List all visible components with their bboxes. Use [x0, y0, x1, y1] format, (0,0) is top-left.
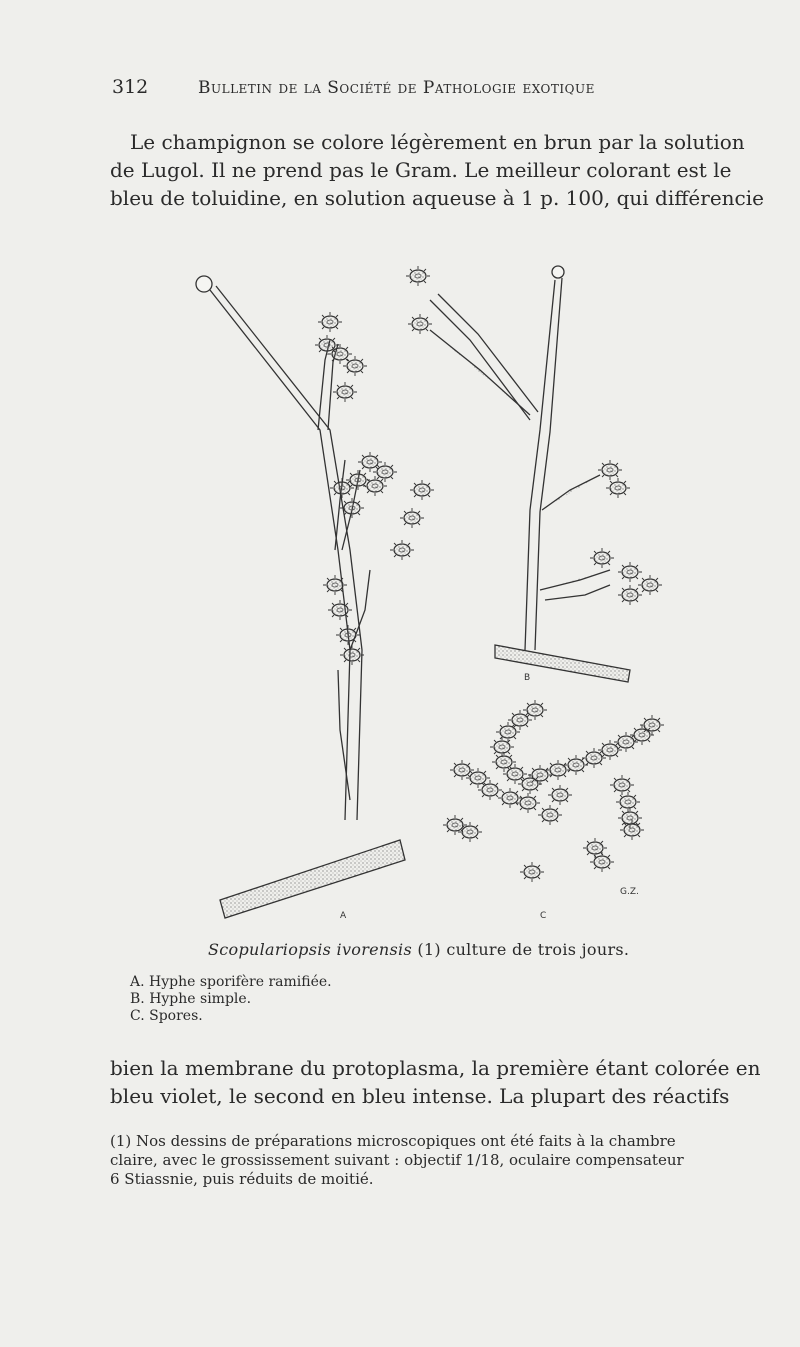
page-header [112, 76, 762, 108]
figure-label-a: A [340, 911, 347, 921]
footnote-line: claire, avec le grossissement suivant : objectif 1/18, oculaire compensateur [110, 1151, 684, 1169]
figure-signature: G.Z. [620, 887, 639, 897]
species-name: Scopulariopsis ivorensis [208, 940, 412, 959]
figure-c-spores [443, 700, 664, 882]
page-number: 312 [112, 76, 149, 98]
running-title: Bulletin de la Société de Pathologie exotique [198, 78, 595, 98]
figure-label-b: B [524, 673, 531, 683]
figure-b-spores [406, 266, 662, 605]
hyphae-drawing [190, 250, 670, 930]
text-line: bien la membrane du protoplasma, la première étant colorée en [110, 1056, 761, 1080]
footnote [110, 1132, 750, 1189]
figure-illustration [190, 250, 670, 930]
text-line: bleu violet, le second en bleu intense. La plupart des réactifs [110, 1084, 730, 1108]
figure-caption [208, 940, 629, 959]
figure-a-hypha [196, 276, 405, 918]
footnote-line: (1) Nos dessins de préparations microscopiques ont été faits à la chambre [110, 1132, 676, 1150]
text-line: de Lugol. Il ne prend pas le Gram. Le meilleur colorant est le [110, 158, 732, 182]
text-line: Le champignon se colore légèrement en brun par la solution [130, 130, 745, 154]
legend-item: B. Hyphe simple. [130, 991, 252, 1007]
paragraph-top [110, 128, 764, 212]
caption-rest: (1) culture de trois jours. [411, 940, 630, 959]
figure-label-c: C [540, 911, 547, 921]
footnote-line: 6 Stiassnie, puis réduits de moitié. [110, 1170, 374, 1188]
legend-item: A. Hyphe sporifère ramifiée. [130, 974, 332, 990]
text-line: bleu de toluidine, en solution aqueuse à 1 p. 100, qui différencie [110, 186, 764, 210]
figure-legend [130, 974, 332, 1025]
paragraph-bottom [110, 1054, 761, 1110]
figure-b-hypha [430, 266, 630, 682]
legend-item: C. Spores. [130, 1008, 203, 1024]
